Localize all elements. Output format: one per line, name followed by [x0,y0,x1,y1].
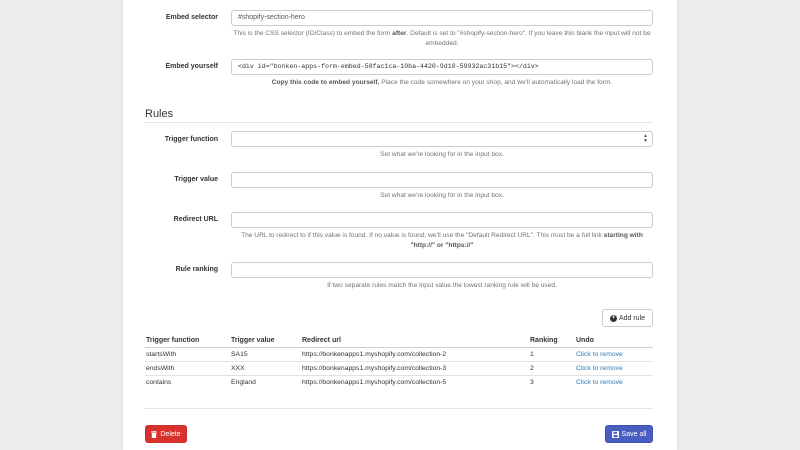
table-row-divider [145,361,653,362]
table-row-1-ranking: 1 [530,351,534,358]
table-row-3-remove-link[interactable]: Click to remove [576,379,623,386]
trigger-function-label: Trigger function [164,136,218,143]
table-row-2-trigger-function: endsWith [146,365,175,372]
redirect-url-help: The URL to redirect to if this value is found. If no value is found, we'll use the "Default Redirect URL". This must be a full link starting with "http://" or "https://" [241,232,643,249]
embed-yourself-help: Copy this code to embed yourself. Place the code somewhere on your shop, and we'll automatically load the form. [271,79,613,86]
table-row-2-remove-link[interactable]: Click to remove [576,365,623,372]
plus-circle-icon: + [611,314,616,321]
trigger-value-help: Set what we're looking for in the input box. [380,192,504,199]
table-row-3-trigger-function: contains [146,379,172,386]
table-row-1-redirect-url: https://bonkenapps1.myshopify.com/collection-2 [302,351,447,358]
table-row-2-ranking: 2 [530,365,534,372]
rule-ranking-help: If two separate rules match the input value the lowest ranking rule will be used. [327,282,557,289]
rule-ranking-label: Rule ranking [175,266,218,273]
rules-section-title: Rules [145,108,174,120]
trigger-function-help: Set what we're looking for in the input box. [380,151,504,158]
add-rule-button[interactable] [602,309,653,327]
table-row-1-remove-link[interactable]: Click to remove [576,351,623,358]
table-row-1-trigger-function: startsWith [146,351,177,358]
embed-selector-label: Embed selector [165,14,218,21]
trigger-value-label: Trigger value [174,176,218,183]
table-header-redirect-url: Redirect url [302,337,341,344]
trigger-value-input[interactable] [231,172,653,188]
embed-code-input[interactable]: <div id="bonken-apps-form-embed-58fac1ca-10ba-4420-9d10-59932ac31b15"></div> [231,59,653,75]
embed-selector-help: This is the CSS selector (ID/Class) to embed the form after. Default is set to "#shopify-section-hero". If you leave this blank the input will not be embedded. [233,30,651,47]
table-header-trigger-function: Trigger function [146,337,200,344]
table-row-1-trigger-value: SA15 [231,351,248,358]
add-rule-label: Add rule [618,314,646,322]
table-header-divider [145,347,653,348]
table-row-2-redirect-url: https://bonkenapps1.myshopify.com/collection-3 [302,365,447,372]
save-all-label: Save all [621,430,647,438]
rule-ranking-input[interactable] [231,262,653,278]
select-arrows-icon: ▲ ▼ [643,133,648,144]
table-row-3-redirect-url: https://bonkenapps1.myshopify.com/collection-5 [302,379,447,386]
floppy-disk-icon [612,431,619,438]
delete-label: Delete [160,430,181,438]
embed-yourself-label: Embed yourself [165,63,218,70]
save-all-button[interactable] [605,425,653,443]
embed-selector-input[interactable]: #shopify-section-hero [231,10,653,26]
table-header-trigger-value: Trigger value [231,337,275,344]
table-header-undo: Undo [576,337,594,344]
table-row-2-trigger-value: XXX [231,365,245,372]
table-row-3-trigger-value: England [231,379,256,386]
trash-icon [151,431,157,438]
rules-divider [145,122,653,123]
redirect-url-input[interactable] [231,212,653,228]
table-header-ranking: Ranking [530,337,558,344]
redirect-url-label: Redirect URL [173,216,218,223]
trigger-function-select[interactable] [231,131,653,147]
table-row-3-ranking: 3 [530,379,534,386]
table-row-divider [145,375,653,376]
delete-button[interactable] [145,425,187,443]
footer-divider [145,408,653,409]
